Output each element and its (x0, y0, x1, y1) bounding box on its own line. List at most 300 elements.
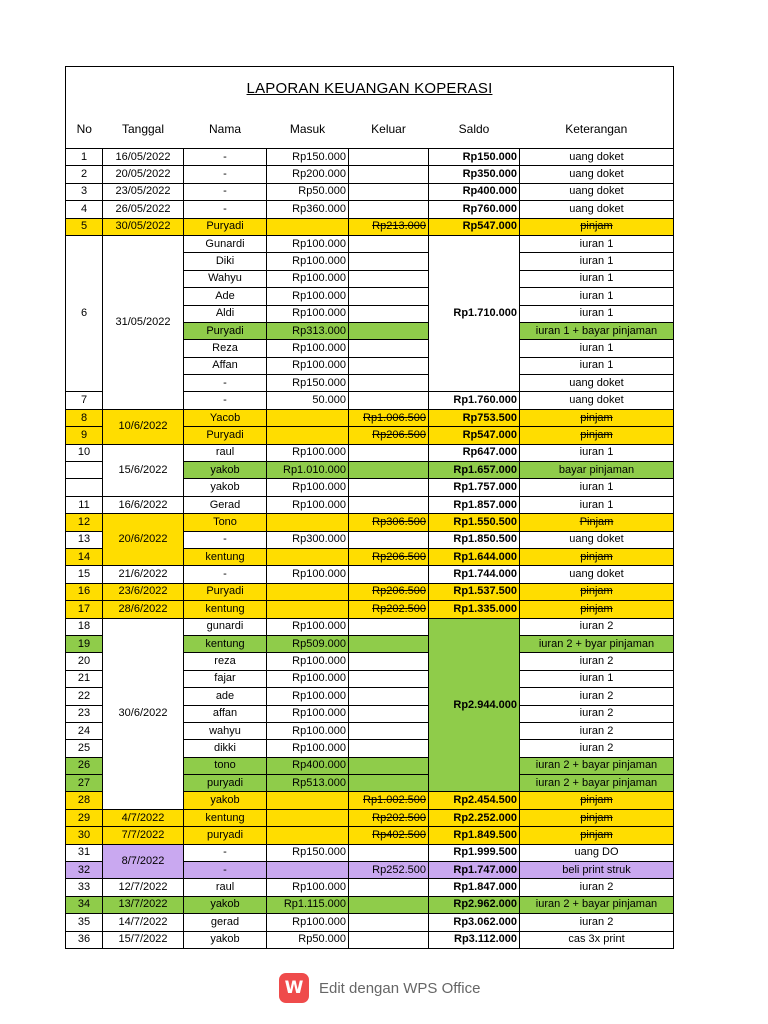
cell-no: 7 (66, 392, 103, 409)
wps-edit-text: Edit dengan WPS Office (319, 979, 481, 997)
cell-keterangan: iuran 1 (520, 670, 674, 687)
cell-nama: Puryadi (184, 322, 267, 339)
cell-nama: Reza (184, 340, 267, 357)
cell-saldo: Rp1.760.000 (429, 392, 520, 409)
cell-saldo: Rp547.000 (429, 427, 520, 444)
table-row (66, 183, 674, 200)
cell-nama: - (184, 166, 267, 183)
cell-saldo: Rp753.500 (429, 409, 520, 426)
cell-keterangan: iuran 1 (520, 479, 674, 496)
cell-tanggal: 23/6/2022 (103, 583, 184, 600)
table-row (66, 149, 674, 166)
cell-keluar (349, 775, 429, 792)
cell-no: 27 (66, 775, 103, 792)
cell-masuk: Rp100.000 (267, 688, 349, 705)
cell-saldo: Rp1.849.500 (429, 827, 520, 844)
cell-nama: Gunardi (184, 235, 267, 252)
cell-nama: Affan (184, 357, 267, 374)
cell-saldo: Rp647.000 (429, 444, 520, 461)
cell-no: 18 (66, 618, 103, 635)
cell-masuk (267, 792, 349, 809)
cell-keterangan: iuran 1 (520, 270, 674, 287)
cell-nama: Puryadi (184, 218, 267, 235)
cell-masuk: Rp513.000 (267, 775, 349, 792)
cell-keluar (349, 444, 429, 461)
cell-masuk: Rp150.000 (267, 149, 349, 166)
cell-no: 13 (66, 531, 103, 548)
cell-masuk: Rp1.115.000 (267, 896, 349, 913)
cell-tanggal: 20/6/2022 (103, 514, 184, 566)
cell-keterangan: iuran 2 + bayar pinjaman (520, 775, 674, 792)
cell-no: 22 (66, 688, 103, 705)
cell-no: 17 (66, 601, 103, 618)
cell-saldo: Rp2.454.500 (429, 792, 520, 809)
cell-masuk: Rp100.000 (267, 705, 349, 722)
cell-tanggal: 7/7/2022 (103, 827, 184, 844)
cell-nama: yakob (184, 792, 267, 809)
cell-no: 8 (66, 409, 103, 426)
cell-tanggal: 28/6/2022 (103, 601, 184, 618)
table-row (66, 235, 674, 252)
cell-keluar (349, 740, 429, 757)
cell-nama: yakob (184, 479, 267, 496)
cell-nama: dikki (184, 740, 267, 757)
cell-keluar (349, 670, 429, 687)
cell-keluar (349, 688, 429, 705)
cell-masuk: Rp100.000 (267, 305, 349, 322)
cell-nama: fajar (184, 670, 267, 687)
cell-keterangan: uang doket (520, 392, 674, 409)
cell-keluar (349, 566, 429, 583)
table-row (66, 409, 674, 426)
cell-saldo: Rp1.644.000 (429, 548, 520, 565)
cell-keluar: Rp206.500 (349, 427, 429, 444)
cell-tanggal: 15/6/2022 (103, 444, 184, 496)
wps-logo-icon: W (279, 973, 309, 1003)
cell-masuk: 50.000 (267, 392, 349, 409)
cell-keterangan: bayar pinjaman (520, 462, 674, 479)
cell-saldo: Rp3.062.000 (429, 914, 520, 931)
cell-tanggal: 21/6/2022 (103, 566, 184, 583)
wps-edit-badge[interactable] (279, 973, 480, 1003)
cell-nama: - (184, 392, 267, 409)
cell-keterangan: iuran 2 (520, 618, 674, 635)
cell-nama: - (184, 862, 267, 879)
cell-keluar: Rp402.500 (349, 827, 429, 844)
cell-nama: gerad (184, 914, 267, 931)
cell-no (66, 462, 103, 479)
cell-nama: kentung (184, 809, 267, 826)
cell-masuk (267, 218, 349, 235)
cell-masuk: Rp100.000 (267, 740, 349, 757)
cell-keluar (349, 896, 429, 913)
cell-nama: - (184, 149, 267, 166)
cell-keterangan: uang doket (520, 149, 674, 166)
table-row (66, 844, 674, 861)
cell-keterangan: uang DO (520, 844, 674, 861)
cell-masuk: Rp100.000 (267, 357, 349, 374)
cell-saldo: Rp1.657.000 (429, 462, 520, 479)
cell-keterangan: uang doket (520, 183, 674, 200)
cell-nama: - (184, 531, 267, 548)
cell-nama: yakob (184, 462, 267, 479)
cell-tanggal: 12/7/2022 (103, 879, 184, 896)
cell-keterangan: pinjam (520, 409, 674, 426)
cell-masuk (267, 427, 349, 444)
cell-nama: gunardi (184, 618, 267, 635)
cell-tanggal: 26/05/2022 (103, 201, 184, 218)
cell-no: 1 (66, 149, 103, 166)
cell-nama: raul (184, 879, 267, 896)
cell-no: 10 (66, 444, 103, 461)
table-row (66, 496, 674, 513)
cell-keluar (349, 618, 429, 635)
cell-keluar (349, 914, 429, 931)
report-title: LAPORAN KEUANGAN KOPERASI (66, 67, 674, 111)
cell-no: 34 (66, 896, 103, 913)
cell-keterangan: iuran 2 (520, 879, 674, 896)
cell-no: 16 (66, 583, 103, 600)
cell-masuk: Rp100.000 (267, 722, 349, 739)
cell-no: 21 (66, 670, 103, 687)
cell-keterangan: iuran 2 + byar pinjaman (520, 635, 674, 652)
cell-nama: wahyu (184, 722, 267, 739)
cell-masuk (267, 601, 349, 618)
cell-keluar (349, 757, 429, 774)
cell-keluar (349, 375, 429, 392)
cell-masuk: Rp100.000 (267, 914, 349, 931)
cell-saldo: Rp350.000 (429, 166, 520, 183)
cell-no: 25 (66, 740, 103, 757)
cell-nama: Gerad (184, 496, 267, 513)
cell-no: 29 (66, 809, 103, 826)
cell-masuk: Rp100.000 (267, 566, 349, 583)
cell-keluar: Rp206.500 (349, 583, 429, 600)
cell-tanggal: 4/7/2022 (103, 809, 184, 826)
cell-masuk: Rp100.000 (267, 618, 349, 635)
cell-nama: - (184, 844, 267, 861)
cell-keterangan: iuran 1 (520, 235, 674, 252)
cell-nama: Wahyu (184, 270, 267, 287)
cell-masuk (267, 827, 349, 844)
cell-masuk (267, 514, 349, 531)
cell-nama: - (184, 183, 267, 200)
cell-keterangan: iuran 1 (520, 253, 674, 270)
cell-keluar (349, 305, 429, 322)
cell-keterangan: beli print struk (520, 862, 674, 879)
cell-saldo: Rp400.000 (429, 183, 520, 200)
cell-masuk: Rp400.000 (267, 757, 349, 774)
cell-tanggal: 8/7/2022 (103, 844, 184, 879)
table-row (66, 201, 674, 218)
cell-keluar: Rp1.006.500 (349, 409, 429, 426)
cell-saldo: Rp760.000 (429, 201, 520, 218)
cell-no (66, 479, 103, 496)
table-row (66, 827, 674, 844)
cell-saldo: Rp150.000 (429, 149, 520, 166)
cell-no: 12 (66, 514, 103, 531)
cell-keterangan: pinjam (520, 427, 674, 444)
cell-keluar (349, 357, 429, 374)
cell-tanggal: 16/6/2022 (103, 496, 184, 513)
cell-saldo: Rp1.747.000 (429, 862, 520, 879)
header-saldo: Saldo (458, 121, 490, 136)
cell-no: 33 (66, 879, 103, 896)
cell-tanggal: 16/05/2022 (103, 149, 184, 166)
cell-nama: Puryadi (184, 427, 267, 444)
cell-keterangan: iuran 2 (520, 688, 674, 705)
cell-keterangan: pinjam (520, 583, 674, 600)
cell-keluar: Rp206.500 (349, 548, 429, 565)
cell-tanggal: 31/05/2022 (103, 235, 184, 409)
cell-tanggal: 20/05/2022 (103, 166, 184, 183)
cell-masuk (267, 809, 349, 826)
header-nama: Nama (208, 121, 241, 136)
table-row (66, 618, 674, 635)
cell-saldo: Rp1.857.000 (429, 496, 520, 513)
cell-keterangan: uang doket (520, 566, 674, 583)
cell-masuk: Rp300.000 (267, 531, 349, 548)
cell-keterangan: iuran 1 (520, 444, 674, 461)
cell-keterangan: iuran 2 + bayar pinjaman (520, 896, 674, 913)
cell-masuk (267, 862, 349, 879)
cell-nama: kentung (184, 635, 267, 652)
cell-saldo: Rp547.000 (429, 218, 520, 235)
cell-keterangan: uang doket (520, 375, 674, 392)
cell-keluar (349, 653, 429, 670)
cell-keterangan: uang doket (520, 166, 674, 183)
cell-keluar (349, 183, 429, 200)
cell-nama: tono (184, 757, 267, 774)
cell-nama: Ade (184, 288, 267, 305)
cell-masuk: Rp100.000 (267, 479, 349, 496)
cell-masuk (267, 583, 349, 600)
cell-no: 15 (66, 566, 103, 583)
cell-keluar: Rp1.002.500 (349, 792, 429, 809)
cell-nama: reza (184, 653, 267, 670)
cell-no: 28 (66, 792, 103, 809)
cell-nama: - (184, 201, 267, 218)
cell-masuk: Rp100.000 (267, 496, 349, 513)
cell-keluar (349, 705, 429, 722)
cell-masuk (267, 548, 349, 565)
cell-masuk: Rp150.000 (267, 844, 349, 861)
cell-saldo: Rp1.335.000 (429, 601, 520, 618)
cell-keluar: Rp306.500 (349, 514, 429, 531)
cell-nama: Yacob (184, 409, 267, 426)
cell-keterangan: iuran 1 (520, 357, 674, 374)
cell-masuk: Rp1.010.000 (267, 462, 349, 479)
cell-keluar (349, 496, 429, 513)
cell-keluar: Rp202.500 (349, 601, 429, 618)
cell-masuk: Rp360.000 (267, 201, 349, 218)
cell-keterangan: pinjam (520, 548, 674, 565)
cell-saldo: Rp1.847.000 (429, 879, 520, 896)
cell-masuk: Rp100.000 (267, 288, 349, 305)
cell-keluar (349, 166, 429, 183)
table-row (66, 896, 674, 913)
cell-keluar (349, 288, 429, 305)
cell-keterangan: pinjam (520, 218, 674, 235)
cell-saldo: Rp3.112.000 (429, 931, 520, 948)
cell-masuk: Rp509.000 (267, 635, 349, 652)
cell-masuk: Rp100.000 (267, 270, 349, 287)
cell-keluar (349, 879, 429, 896)
cell-keterangan: uang doket (520, 201, 674, 218)
cell-keterangan: iuran 1 (520, 305, 674, 322)
cell-keterangan: iuran 1 + bayar pinjaman (520, 322, 674, 339)
cell-tanggal: 15/7/2022 (103, 931, 184, 948)
cell-masuk: Rp100.000 (267, 879, 349, 896)
header-keterangan: Keterangan (520, 110, 674, 149)
cell-no: 32 (66, 862, 103, 879)
cell-keluar (349, 149, 429, 166)
cell-masuk: Rp100.000 (267, 340, 349, 357)
cell-nama: kentung (184, 601, 267, 618)
table-row (66, 566, 674, 583)
cell-tanggal: 10/6/2022 (103, 409, 184, 444)
table-row (66, 931, 674, 948)
cell-keterangan: Pinjam (520, 514, 674, 531)
cell-no: 36 (66, 931, 103, 948)
cell-keterangan: iuran 2 (520, 740, 674, 757)
cell-no: 24 (66, 722, 103, 739)
cell-saldo: Rp1.537.500 (429, 583, 520, 600)
cell-tanggal: 23/05/2022 (103, 183, 184, 200)
cell-keterangan: iuran 2 + bayar pinjaman (520, 757, 674, 774)
cell-keluar (349, 479, 429, 496)
cell-masuk: Rp100.000 (267, 253, 349, 270)
cell-nama: Tono (184, 514, 267, 531)
cell-keterangan: iuran 2 (520, 722, 674, 739)
cell-nama: Aldi (184, 305, 267, 322)
cell-keterangan: iuran 2 (520, 914, 674, 931)
cell-saldo: Rp1.550.500 (429, 514, 520, 531)
cell-keterangan: iuran 1 (520, 496, 674, 513)
cell-keterangan: cas 3x print (520, 931, 674, 948)
cell-no: 9 (66, 427, 103, 444)
cell-nama: puryadi (184, 827, 267, 844)
cell-saldo: Rp1.999.500 (429, 844, 520, 861)
header-keluar: Keluar (371, 121, 406, 136)
table-row (66, 914, 674, 931)
cell-keluar (349, 844, 429, 861)
table-row (66, 514, 674, 531)
cell-keluar (349, 322, 429, 339)
cell-nama: Diki (184, 253, 267, 270)
cell-keluar: Rp213.000 (349, 218, 429, 235)
cell-nama: affan (184, 705, 267, 722)
header-masuk: Masuk (289, 121, 326, 136)
table-row (66, 166, 674, 183)
cell-nama: yakob (184, 931, 267, 948)
cell-saldo: Rp1.850.500 (429, 531, 520, 548)
cell-saldo: Rp1.757.000 (429, 479, 520, 496)
table-row (66, 879, 674, 896)
cell-no: 6 (66, 235, 103, 392)
cell-no: 19 (66, 635, 103, 652)
cell-keluar: Rp202.500 (349, 809, 429, 826)
cell-keterangan: iuran 2 (520, 653, 674, 670)
cell-masuk: Rp50.000 (267, 183, 349, 200)
cell-keluar (349, 635, 429, 652)
cell-no: 11 (66, 496, 103, 513)
cell-nama: raul (184, 444, 267, 461)
cell-keterangan: uang doket (520, 531, 674, 548)
table-row (66, 809, 674, 826)
cell-masuk: Rp100.000 (267, 235, 349, 252)
cell-nama: - (184, 375, 267, 392)
cell-nama: Puryadi (184, 583, 267, 600)
cell-nama: - (184, 566, 267, 583)
cell-saldo: Rp1.710.000 (429, 235, 520, 392)
cell-nama: ade (184, 688, 267, 705)
cell-keluar: Rp252.500 (349, 862, 429, 879)
cell-keterangan: pinjam (520, 827, 674, 844)
cell-no: 23 (66, 705, 103, 722)
table-row (66, 218, 674, 235)
cell-saldo: Rp2.962.000 (429, 896, 520, 913)
cell-no: 31 (66, 844, 103, 861)
table-row (66, 444, 674, 461)
cell-nama: puryadi (184, 775, 267, 792)
cell-masuk: Rp313.000 (267, 322, 349, 339)
cell-keluar (349, 253, 429, 270)
cell-masuk (267, 409, 349, 426)
cell-no: 35 (66, 914, 103, 931)
cell-keluar (349, 722, 429, 739)
header-tanggal: Tanggal (121, 121, 165, 136)
cell-nama: kentung (184, 548, 267, 565)
financial-report-table (65, 66, 674, 949)
cell-no: 14 (66, 548, 103, 565)
cell-keluar (349, 270, 429, 287)
table-body (66, 149, 674, 949)
cell-nama: yakob (184, 896, 267, 913)
cell-keluar (349, 531, 429, 548)
cell-keluar (349, 392, 429, 409)
cell-masuk: Rp200.000 (267, 166, 349, 183)
cell-no: 5 (66, 218, 103, 235)
cell-no: 26 (66, 757, 103, 774)
cell-keterangan: iuran 2 (520, 705, 674, 722)
cell-keterangan: pinjam (520, 809, 674, 826)
cell-keterangan: pinjam (520, 792, 674, 809)
cell-no: 3 (66, 183, 103, 200)
cell-keluar (349, 340, 429, 357)
cell-no: 4 (66, 201, 103, 218)
cell-saldo: Rp2.252.000 (429, 809, 520, 826)
cell-keluar (349, 462, 429, 479)
cell-tanggal: 30/6/2022 (103, 618, 184, 809)
cell-keluar (349, 931, 429, 948)
cell-keterangan: iuran 1 (520, 340, 674, 357)
cell-masuk: Rp150.000 (267, 375, 349, 392)
cell-masuk: Rp100.000 (267, 670, 349, 687)
header-no: No (66, 110, 103, 149)
cell-saldo: Rp2.944.000 (429, 618, 520, 792)
cell-tanggal: 30/05/2022 (103, 218, 184, 235)
cell-tanggal: 13/7/2022 (103, 896, 184, 913)
table-row (66, 583, 674, 600)
cell-masuk: Rp100.000 (267, 653, 349, 670)
cell-masuk: Rp50.000 (267, 931, 349, 948)
cell-no: 2 (66, 166, 103, 183)
cell-tanggal: 14/7/2022 (103, 914, 184, 931)
cell-keterangan: pinjam (520, 601, 674, 618)
cell-no: 20 (66, 653, 103, 670)
cell-masuk: Rp100.000 (267, 444, 349, 461)
